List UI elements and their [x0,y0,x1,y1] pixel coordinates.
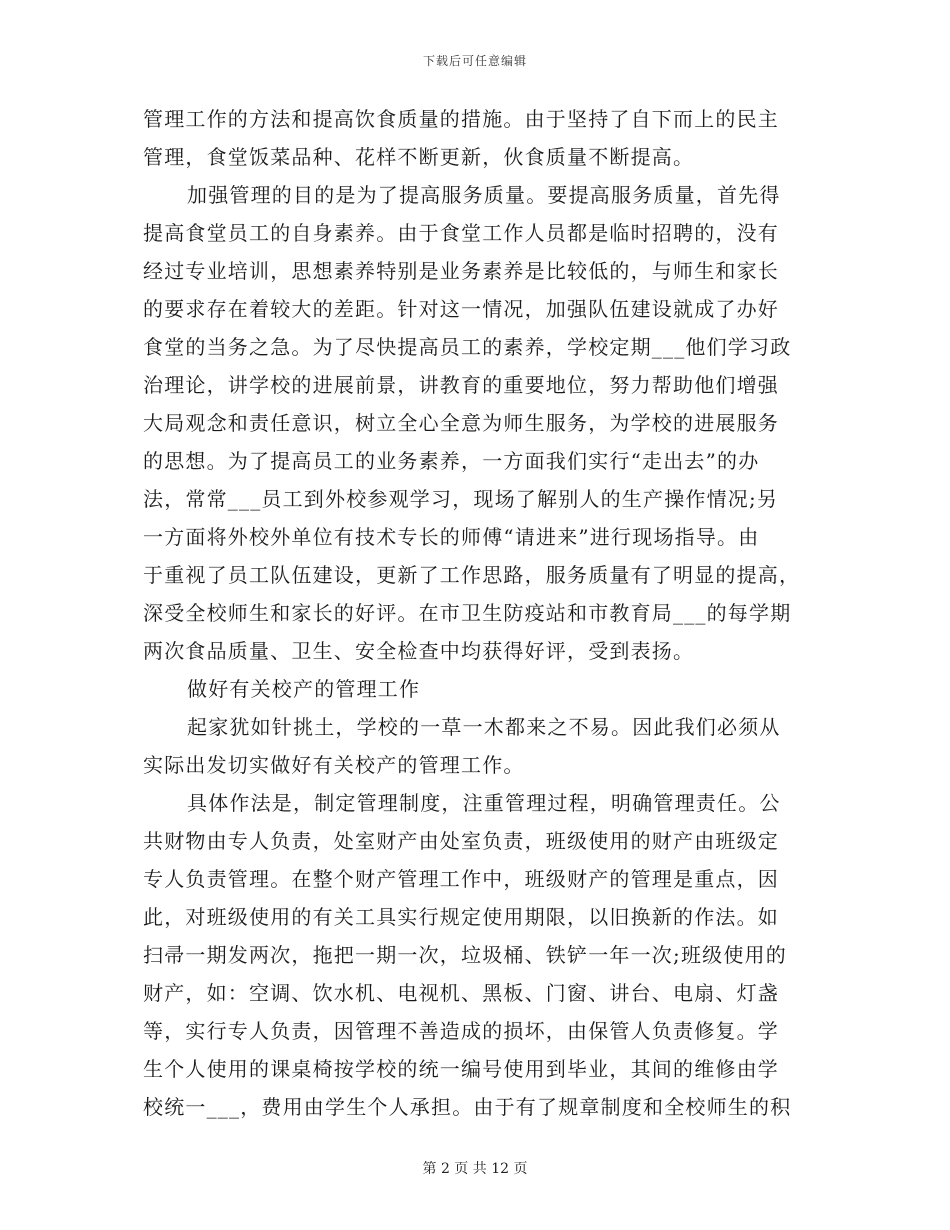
page-footer: 第 2 页 共 12 页 [422,1161,528,1177]
text-line: 经过专业培训，思想素养特别是业务素养是比较低的，与师生和家长 [143,259,779,283]
text-line: 共财物由专人负责，处室财产由处室负责，班级使用的财产由班级定 [143,829,779,853]
text-line: 的思想。为了提高员工的业务素养，一方面我们实行“走出去”的办 [143,449,760,473]
page-header: 下载后可任意编辑 [422,54,527,68]
text-line: 具体作法是，制定管理制度，注重管理过程，明确管理责任。公 [187,791,781,815]
document-body [143,100,808,1126]
text-line: 校统一___，费用由学生个人承担。由于有了规章制度和全校师生的积 [143,1095,792,1119]
text-line: 等，实行专人负责，因管理不善造成的损坏，由保管人负责修复。学 [143,1019,779,1043]
text-line: 专人负责管理。在整个财产管理工作中，班级财产的管理是重点，因 [143,867,779,891]
text-line: 管理，食堂饭菜品种、花样不断更新，伙食质量不断提高。 [143,145,695,169]
text-line: 的要求存在着较大的差距。针对这一情况，加强队伍建设就成了办好 [143,297,779,321]
text-line: 加强管理的目的是为了提高服务质量。要提高服务质量，首先得 [187,183,781,207]
text-line: 治理论，讲学校的进展前景，讲教育的重要地位，努力帮助他们增强 [143,373,779,397]
text-line: 两次食品质量、卫生、安全检查中均获得好评，受到表扬。 [143,639,695,663]
text-line: 一方面将外校外单位有技术专长的师傅“请进来”进行现场指导。由 [143,525,760,549]
text-line: 做好有关校产的管理工作 [187,677,421,701]
text-line: 生个人使用的课桌椅按学校的统一编号使用到毕业，其间的维修由学 [143,1057,779,1081]
text-line: 财产，如：空调、饮水机、电视机、黑板、门窗、讲台、电扇、灯盏 [143,981,779,1005]
text-line: 扫帚一期发两次，拖把一期一次，垃圾桶、铁铲一年一次;班级使用的 [143,943,787,967]
text-line: 法，常常___员工到外校参观学习，现场了解别人的生产操作情况;另 [143,487,779,511]
text-line: 提高食堂员工的自身素养。由于食堂工作人员都是临时招聘的，没有 [143,221,779,245]
text-line: 大局观念和责任意识，树立全心全意为师生服务，为学校的进展服务 [143,411,779,435]
text-line: 食堂的当务之急。为了尽快提高员工的素养，学校定期___他们学习政 [143,335,792,359]
text-line: 起家犹如针挑土，学校的一草一木都来之不易。因此我们必须从 [187,715,781,739]
text-line: 深受全校师生和家长的好评。在市卫生防疫站和市教育局___的每学期 [143,601,792,625]
text-line: 管理工作的方法和提高饮食质量的措施。由于坚持了自下而上的民主 [143,107,779,131]
text-line: 此，对班级使用的有关工具实行规定使用期限，以旧换新的作法。如 [143,905,779,929]
text-line: 于重视了员工队伍建设，更新了工作思路，服务质量有了明显的提高， [143,563,801,587]
text-line: 实际出发切实做好有关校产的管理工作。 [143,753,525,777]
